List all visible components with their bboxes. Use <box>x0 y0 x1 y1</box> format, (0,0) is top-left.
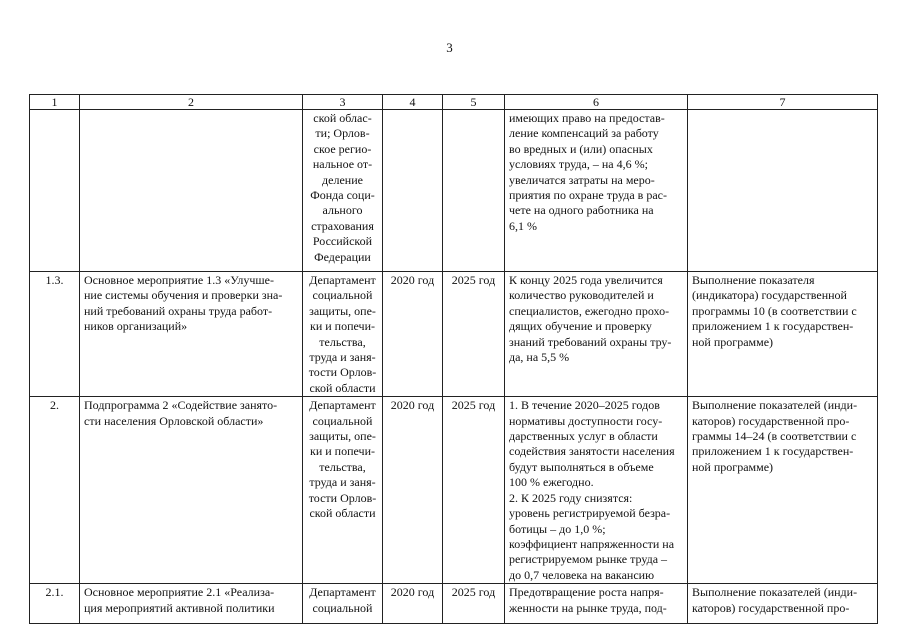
text-line: Федерации <box>314 249 371 264</box>
text-line: количество руководителей и <box>509 288 654 303</box>
text-line: страхования <box>311 218 374 233</box>
row-number <box>30 110 80 272</box>
measures-table <box>29 94 878 624</box>
text-line: тельства, <box>319 334 366 349</box>
text-line: ское регио- <box>313 141 372 156</box>
text-line: дарственных услуг в области <box>509 429 658 444</box>
text-line: Российской <box>312 234 373 249</box>
text-line: К концу 2025 года увеличится <box>509 273 663 287</box>
text-line: нальное от- <box>312 157 373 172</box>
text-line: во вредных и (или) опасных <box>509 141 653 156</box>
text-line: Выполнение показателей (инди- <box>692 398 858 413</box>
start-year: 2020 год <box>383 272 443 397</box>
text-line: 6,1 % <box>509 218 537 233</box>
text-line: женности на рынке труда, под- <box>509 600 667 615</box>
text-line: тельства, <box>319 459 366 474</box>
header-cell-5: 5 <box>443 95 505 110</box>
table-row <box>30 272 878 397</box>
text-line: тости Орлов- <box>308 490 377 505</box>
text-line: ботицы – до 1,0 %; <box>509 521 606 536</box>
row-number: 1.3. <box>30 272 80 397</box>
text-line: имеющих право на предостав- <box>509 111 665 125</box>
expected-result <box>505 584 688 624</box>
text-line: ального <box>322 203 363 218</box>
executor-cell <box>303 397 383 584</box>
text-line: ние системы обучения и проверки зна- <box>84 288 283 303</box>
text-line: труда и заня- <box>309 475 376 490</box>
text-line: 2. К 2025 году снизятся: <box>509 490 633 505</box>
row-number: 2. <box>30 397 80 584</box>
header-cell-1: 1 <box>30 95 80 110</box>
text-line: приятия по охране труда в рас- <box>509 188 667 203</box>
indicator-link <box>688 397 878 584</box>
text-line: ной программе) <box>692 459 774 474</box>
text-line: коэффициент напряженности на <box>509 536 675 551</box>
executor-cell <box>303 584 383 624</box>
text-line: ление компенсаций за работу <box>509 126 659 141</box>
executor-cell <box>303 272 383 397</box>
measure-name <box>80 397 303 584</box>
text-line: сти населения Орловской области» <box>84 413 264 428</box>
indicator-link <box>688 272 878 397</box>
text-line: нормативы доступности госу- <box>509 413 663 428</box>
text-line: тости Орлов- <box>308 365 377 380</box>
text-line: чете на одного работника на <box>509 203 654 218</box>
text-line: уровень регистрируемой безра- <box>509 506 671 521</box>
end-year: 2025 год <box>443 584 505 624</box>
text-line: дящих обучение и проверку <box>509 319 652 334</box>
start-year <box>383 110 443 272</box>
measure-name <box>80 110 303 272</box>
header-cell-4: 4 <box>383 95 443 110</box>
text-line: до 0,7 человека на вакансию <box>509 567 655 582</box>
expected-result <box>505 397 688 584</box>
text-line: ской области <box>309 380 376 395</box>
text-line: Выполнение показателя <box>692 273 815 287</box>
end-year: 2025 год <box>443 272 505 397</box>
text-line: Подпрограмма 2 «Содействие занято- <box>84 398 278 413</box>
indicator-link <box>688 584 878 624</box>
expected-result <box>505 110 688 272</box>
text-line: условиях труда, – на 4,6 %; <box>509 157 648 172</box>
text-line: Фонда соци- <box>310 188 375 203</box>
header-cell-7: 7 <box>688 95 878 110</box>
text-line: (индикатора) государственной <box>692 288 847 303</box>
executor-cell <box>303 110 383 272</box>
text-line: Департамент <box>309 273 376 287</box>
text-line: регистрируемом рынке труда – <box>509 552 668 567</box>
text-line: ний требований охраны труда работ- <box>84 303 273 318</box>
measure-name <box>80 272 303 397</box>
text-line: ки и попечи- <box>310 444 375 459</box>
text-line: ской области <box>309 506 376 521</box>
page-number: 3 <box>446 40 453 55</box>
text-line: ки и попечи- <box>310 319 375 334</box>
table-row <box>30 584 878 624</box>
header-cell-3: 3 <box>303 95 383 110</box>
text-line: каторов) государственной про- <box>692 413 850 428</box>
text-line: Департамент <box>309 398 376 413</box>
text-line: содействия занятости населения <box>509 444 675 459</box>
text-line: деление <box>322 172 363 187</box>
text-line: ников организаций» <box>84 319 188 334</box>
header-cell-6: 6 <box>505 95 688 110</box>
text-line: 100 % ежегодно. <box>509 475 594 490</box>
text-line: защиты, опе- <box>309 303 376 318</box>
text-line: ти; Орлов- <box>315 126 370 141</box>
text-line: Основное мероприятие 1.3 «Улучше- <box>84 273 274 287</box>
text-line: приложением 1 к государствен- <box>692 444 854 459</box>
measure-name <box>80 584 303 624</box>
text-line: программы 10 (в соответствии с <box>692 303 857 318</box>
text-line: специалистов, ежегодно прохо- <box>509 303 670 318</box>
text-line: ной программе) <box>692 334 774 349</box>
text-line: Предотвращение роста напря- <box>509 585 664 600</box>
header-cell-2: 2 <box>80 95 303 110</box>
text-line: будут выполняться в объеме <box>509 459 654 474</box>
text-line: знаний требований охраны тру- <box>509 334 672 349</box>
text-line: социальной <box>312 413 373 428</box>
start-year: 2020 год <box>383 397 443 584</box>
text-line: да, на 5,5 % <box>509 350 570 365</box>
text-line: социальной <box>312 600 373 615</box>
text-line: 1. В течение 2020–2025 годов <box>509 398 660 413</box>
text-line: Основное мероприятие 2.1 «Реализа- <box>84 585 275 600</box>
text-line: социальной <box>312 288 373 303</box>
table-row <box>30 110 878 272</box>
table-row <box>30 397 878 584</box>
text-line: ция мероприятий активной политики <box>84 600 275 615</box>
text-line: Департамент <box>309 585 376 600</box>
end-year <box>443 110 505 272</box>
text-line: граммы 14–24 (в соответствии с <box>692 429 857 444</box>
text-line: защиты, опе- <box>309 429 376 444</box>
indicator-link <box>688 110 878 272</box>
end-year: 2025 год <box>443 397 505 584</box>
expected-result <box>505 272 688 397</box>
text-line: приложением 1 к государствен- <box>692 319 854 334</box>
text-line: ской облас- <box>313 111 372 125</box>
start-year: 2020 год <box>383 584 443 624</box>
table-header-row <box>30 95 878 110</box>
text-line: труда и заня- <box>309 350 376 365</box>
text-line: каторов) государственной про- <box>692 600 850 615</box>
text-line: увеличатся затраты на меро- <box>509 172 655 187</box>
row-number: 2.1. <box>30 584 80 624</box>
text-line: Выполнение показателей (инди- <box>692 585 858 600</box>
